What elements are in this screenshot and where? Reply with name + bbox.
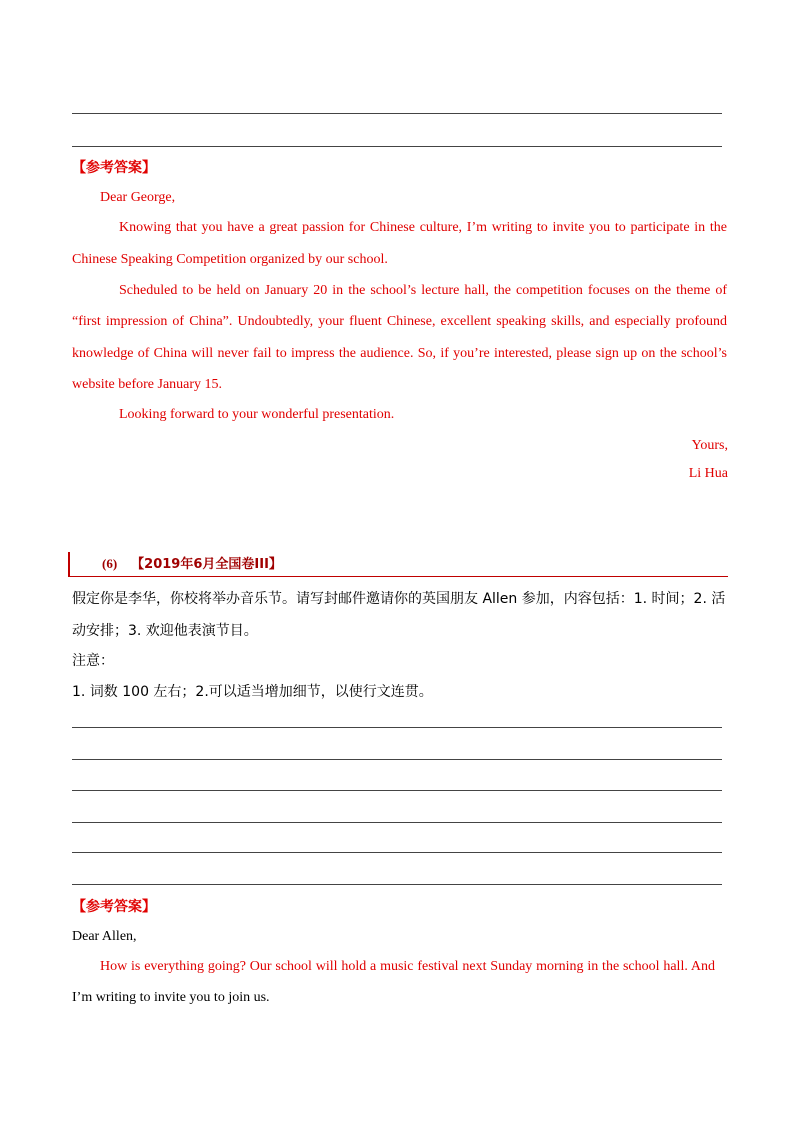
writing-line [72, 884, 722, 885]
letter-line: website before January 15. [72, 377, 223, 392]
letter-line: Looking forward to your wonderful presentation. [119, 407, 395, 422]
answer-label: 【参考答案】 [72, 899, 156, 915]
letter-line: How is everything going? Our school will hold a music festival next Sunday morning in the school hall. And [100, 959, 715, 974]
writing-line [72, 727, 722, 728]
letter-line: knowledge of China will never fail to impress the audience. So, if you’re interested, please sign up on the school’s [72, 346, 727, 361]
prompt-line: 假定你是李华，你校将举办音乐节。请写封邮件邀请你的英国朋友 Allen 参加，内容包括：1. 时间；2. 活 [72, 591, 726, 607]
heading-marker [68, 552, 70, 576]
question-heading [102, 554, 282, 575]
letter-closing: Yours, [691, 438, 728, 453]
writing-line [72, 759, 722, 760]
note-line: 1. 词数 100 左右；2.可以适当增加细节，以使行文连贯。 [72, 684, 433, 700]
letter-line: Knowing that you have a great passion for Chinese culture, I’m writing to invite you to participate in the [119, 220, 727, 235]
letter-signature: Li Hua [688, 466, 728, 481]
letter-line: Scheduled to be held on January 20 in the school’s lecture hall, the competition focuses on the theme of [119, 283, 727, 298]
letter-greeting: Dear George, [100, 190, 176, 205]
answer-label: 【参考答案】 [72, 160, 156, 176]
writing-line [72, 113, 722, 114]
heading-underline [68, 576, 728, 577]
letter-line: “first impression of China”. Undoubtedly, your fluent Chinese, excellent speaking skills, and especially profound [72, 314, 727, 329]
question-number: (6) [102, 556, 118, 571]
question-title: 【2019年6月全国卷III】 [131, 557, 282, 572]
writing-line [72, 822, 722, 823]
letter-line: Chinese Speaking Competition organized by our school. [72, 252, 388, 267]
note-label: 注意： [72, 653, 114, 669]
letter-greeting: Dear Allen, [72, 929, 137, 944]
writing-line [72, 852, 722, 853]
prompt-line: 动安排；3. 欢迎他表演节目。 [72, 623, 258, 639]
letter-line: I’m writing to invite you to join us. [72, 990, 270, 1005]
writing-line [72, 146, 722, 147]
writing-line [72, 790, 722, 791]
